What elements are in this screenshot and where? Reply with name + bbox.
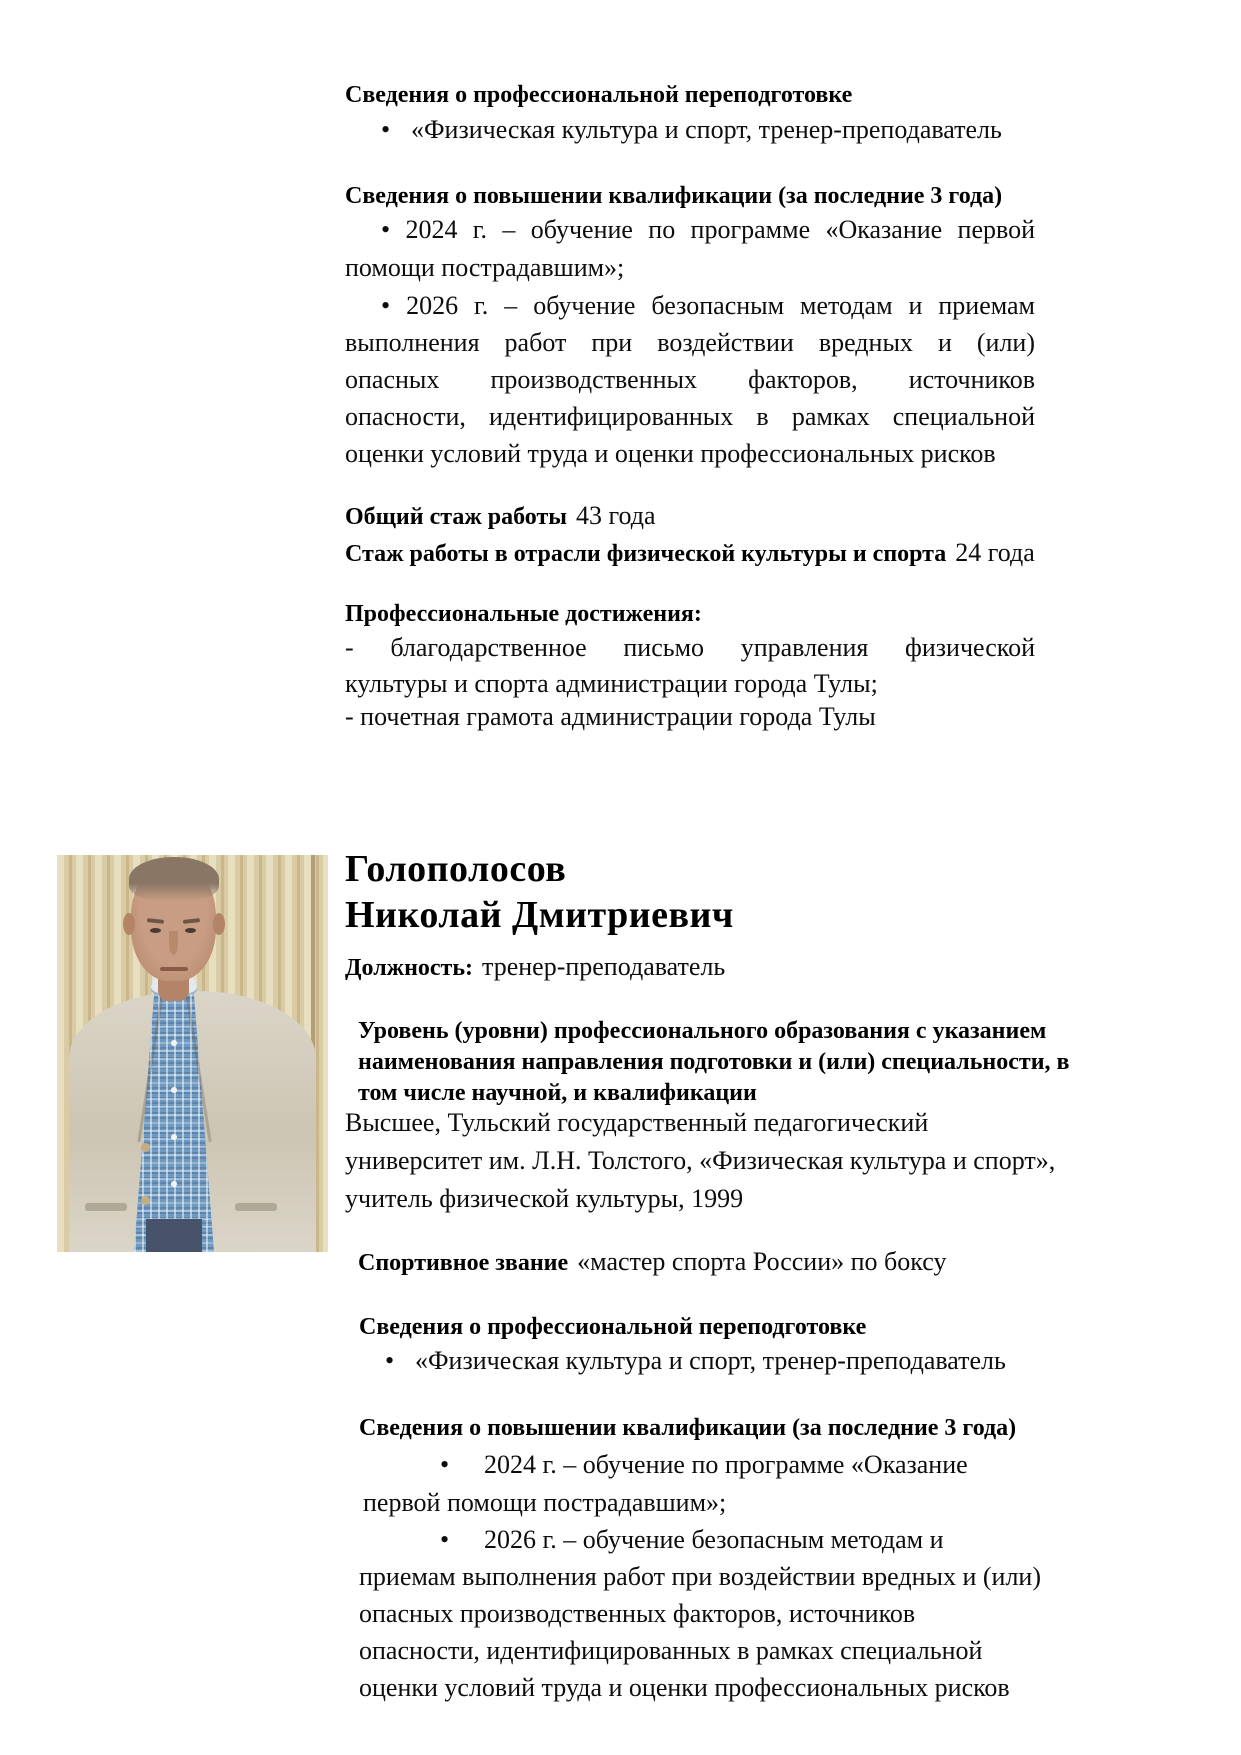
item-2026-text: 2026 г. – обучение безопасным методам и приемам (406, 291, 1035, 320)
dash-marker: - (345, 633, 354, 662)
qualification-item-2026-line5: оценки условий труда и оценки профессиональных рисков (345, 439, 996, 468)
retraining-item (345, 113, 1071, 147)
sport-title-label: Спортивное звание (358, 1250, 569, 1276)
position-line (345, 950, 1035, 985)
total-experience-value: 43 года (575, 501, 656, 530)
bullet-marker: • (381, 291, 391, 320)
position-value: тренер-преподаватель (482, 952, 726, 981)
ear (213, 913, 225, 935)
profile-retraining-item-text: «Физическая культура и спорт, тренер-преподаватель (415, 1346, 1006, 1375)
education-heading-line3: том числе научной, и квалификации (358, 1080, 757, 1106)
shirt-button (171, 1040, 177, 1046)
qualification-item-2026-line1 (345, 289, 1035, 323)
qualification-item-2024-line1 (345, 213, 1035, 247)
profile-item-2026-line5: оценки условий труда и оценки профессиональных рисков (359, 1673, 1010, 1702)
jacket-button (141, 1143, 150, 1152)
bullet-marker: • (385, 1346, 395, 1375)
profile-surname: Голополосов (345, 848, 567, 890)
position-label: Должность: (345, 955, 474, 981)
jacket-button (141, 1196, 150, 1205)
achievements-heading: Профессиональные достижения: (345, 601, 702, 627)
sport-title-line (345, 1245, 1048, 1280)
jacket-pocket (235, 1203, 277, 1211)
industry-experience-value: 24 года (955, 538, 1035, 567)
education-heading-line2: наименования направления подготовки и (или) специальности, в (358, 1049, 1070, 1075)
industry-experience (345, 536, 1035, 571)
profile-item-2024-line2: первой помощи пострадавшим»; (363, 1488, 727, 1517)
mouth (160, 967, 188, 971)
retraining-item-text: «Физическая культура и спорт, тренер-преподаватель (411, 115, 1002, 144)
profile-qualification-heading: Сведения о повышении квалификации (за последние 3 года) (359, 1415, 1017, 1441)
shirt-button (171, 1134, 177, 1140)
eye (150, 928, 161, 933)
profile-retraining-heading: Сведения о профессиональной переподготовке (359, 1314, 867, 1340)
profile-item-2024-text: 2024 г. – обучение по программе «Оказание (484, 1450, 968, 1479)
achievement-1-line2: культуры и спорта администрации города Тулы; (345, 669, 878, 698)
nose (169, 931, 178, 955)
qualification-item-2024-line2: помощи пострадавшим»; (345, 253, 625, 282)
profile-item-2024-line1 (345, 1448, 1130, 1482)
qualification-item-2026-line3: опасных производственных факторов, источников (345, 365, 1035, 394)
achievement-1-text: благодарственное письмо управления физической (390, 633, 1035, 662)
achievement-1-line1 (345, 631, 1035, 665)
eye (185, 928, 196, 933)
education-line2: университет им. Л.Н. Толстого, «Физическая культура и спорт», (345, 1146, 1056, 1175)
bullet-marker: • (440, 1450, 450, 1479)
achievement-2: - почетная грамота администрации города Тулы (345, 702, 876, 731)
bullet-marker: • (381, 215, 391, 244)
bullet-marker: • (440, 1525, 450, 1554)
education-line3: учитель физической культуры, 1999 (345, 1184, 744, 1213)
profile-item-2026-line4: опасности, идентифицированных в рамках специальной (359, 1636, 983, 1665)
profile-name-patronymic: Николай Дмитриевич (345, 894, 734, 936)
ear (123, 913, 135, 935)
shirt-button (171, 1181, 177, 1187)
education-line1: Высшее, Тульский государственный педагогический (345, 1108, 929, 1137)
retraining-heading: Сведения о профессиональной переподготовке (345, 82, 853, 108)
trousers (146, 1219, 202, 1252)
qualification-item-2026-line2: выполнения работ при воздействии вредных и (или) (345, 328, 1035, 357)
qualification-heading: Сведения о повышении квалификации (за последние 3 года) (345, 183, 1003, 209)
profile-item-2026-text: 2026 г. – обучение безопасным методам и (484, 1525, 944, 1554)
profile-photo (57, 855, 328, 1252)
bullet-marker: • (381, 115, 391, 144)
hair (129, 857, 219, 901)
qualification-item-2026-line4: опасности, идентифицированных в рамках специальной (345, 402, 1035, 431)
profile-item-2026-line3: опасных производственных факторов, источников (359, 1599, 916, 1628)
profile-item-2026-line2: приемам выполнения работ при воздействии вредных и (или) (359, 1562, 1041, 1591)
profile-item-2026-line1 (345, 1523, 1130, 1557)
item-2024-text: 2024 г. – обучение по программе «Оказание первой (405, 215, 1035, 244)
education-heading-line1: Уровень (уровни) профессионального образования с указанием (358, 1018, 1047, 1044)
total-experience-label: Общий стаж работы (345, 504, 567, 530)
industry-experience-label: Стаж работы в отрасли физической культуры и спорта (345, 541, 947, 567)
jacket-pocket (85, 1203, 127, 1211)
sport-title-value: «мастер спорта России» по боксу (577, 1247, 947, 1276)
profile-retraining-item (345, 1344, 1075, 1378)
shirt-button (171, 1087, 177, 1093)
total-experience (345, 499, 1035, 534)
